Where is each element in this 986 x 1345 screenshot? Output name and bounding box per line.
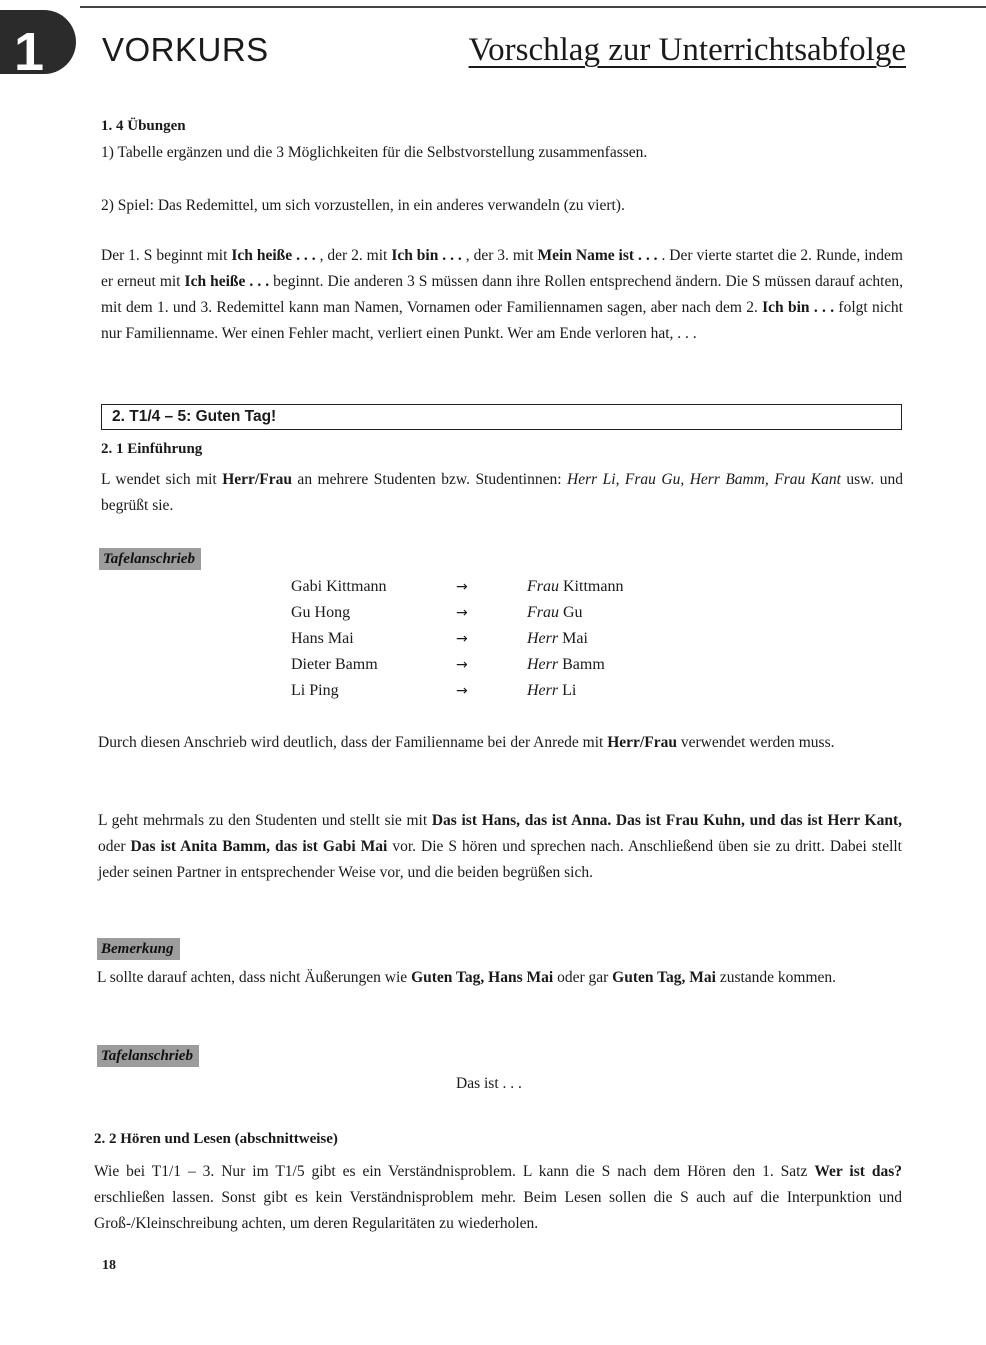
exercise-item-2: 2) Spiel: Das Redemittel, um sich vorzustellen, in ein anderes verwandeln (zu viert). — [101, 197, 625, 214]
arrow-icon: → — [456, 579, 468, 595]
label-tafelanschrieb-1: Tafelanschrieb — [99, 548, 201, 570]
section-heading-2-2: 2. 2 Hören und Lesen (abschnittweise) — [94, 1131, 338, 1147]
section-title-box — [101, 404, 902, 430]
label-tafelanschrieb-2: Tafelanschrieb — [97, 1045, 199, 1067]
section-heading-1-4: 1. 4 Übungen — [101, 118, 186, 134]
label-bemerkung: Bemerkung — [97, 938, 180, 960]
exercise-item-1: 1) Tabelle ergänzen und die 3 Möglichkeiten für die Selbstvorstellung zusammenfassen. — [101, 144, 648, 161]
arrow-icon: → — [456, 631, 468, 647]
arrow-icon: → — [456, 605, 468, 621]
intro-paragraph: L wendet sich mit Herr/Frau an mehrere Studenten bzw. Studentinnen: Herr Li, Frau Gu, Herr Bamm, Frau Kant usw. und begrüßt sie. — [101, 471, 903, 514]
game-description: Der 1. S beginnt mit Ich heiße . . . , der 2. mit Ich bin . . . , der 3. mit Mein Name ist . . . . Der vierte startet die 2. Runde, indem er erneut mit Ich heiße . . . beginnt. Die anderen 3 S müssen dann ihre Rollen entsprechend ändern. Die S müssen darauf achten, mit dem 1. und 3. Redemittel kann man Namen, Vornamen oder Familiennamen sagen, aber nach dem 2. Ich bin . . . folgt nicht nur Familienname. Wer einen Fehler macht, verliert einen Punkt. Wer am Ende verloren hat, . . . — [101, 247, 903, 342]
chapter-number: 1 — [14, 22, 45, 82]
section-title: 2. T1/4 – 5: Guten Tag! — [112, 408, 277, 425]
listening-paragraph: Wie bei T1/1 – 3. Nur im T1/5 gibt es ein Verständnisproblem. L kann die S nach dem Hören den 1. Satz Wer ist das? erschließen lassen. Sonst gibt es kein Verständnisproblem mehr. Beim Lesen sollen die S auch auf die Interpunktion und Groß-/Kleinschreibung achten, um deren Regularitäten zu wiederholen. — [94, 1163, 903, 1232]
board-text-das-ist: Das ist . . . — [456, 1075, 522, 1092]
practice-paragraph: L geht mehrmals zu den Studenten und stellt sie mit Das ist Hans, das ist Anna. Das ist Frau Kuhn, und das ist Herr Kant, oder Das ist Anita Bamm, das ist Gabi Mai vor. Die S hören und sprechen nach. Anschließend üben sie zu dritt. Dabei stellt jeder seinen Partner in entsprechender Weise vor, und die beiden begrüßen sich. — [98, 812, 902, 881]
page-number: 18 — [102, 1258, 116, 1273]
section-heading-2-1: 2. 1 Einführung — [101, 441, 203, 457]
arrow-icon: → — [456, 683, 468, 699]
chapter-title: VORKURS — [102, 31, 269, 68]
arrow-icon: → — [456, 657, 468, 673]
anschrieb-paragraph: Durch diesen Anschrieb wird deutlich, dass der Familienname bei der Anrede mit Herr/Frau verwendet werden muss. — [98, 734, 835, 751]
header-title: Vorschlag zur Unterrichtsabfolge — [468, 32, 906, 68]
remark-paragraph: L sollte darauf achten, dass nicht Äußerungen wie Guten Tag, Hans Mai oder gar Guten Tag, Mai zustande kommen. — [97, 969, 837, 986]
chapter-badge — [0, 10, 76, 82]
top-rule — [80, 6, 986, 8]
